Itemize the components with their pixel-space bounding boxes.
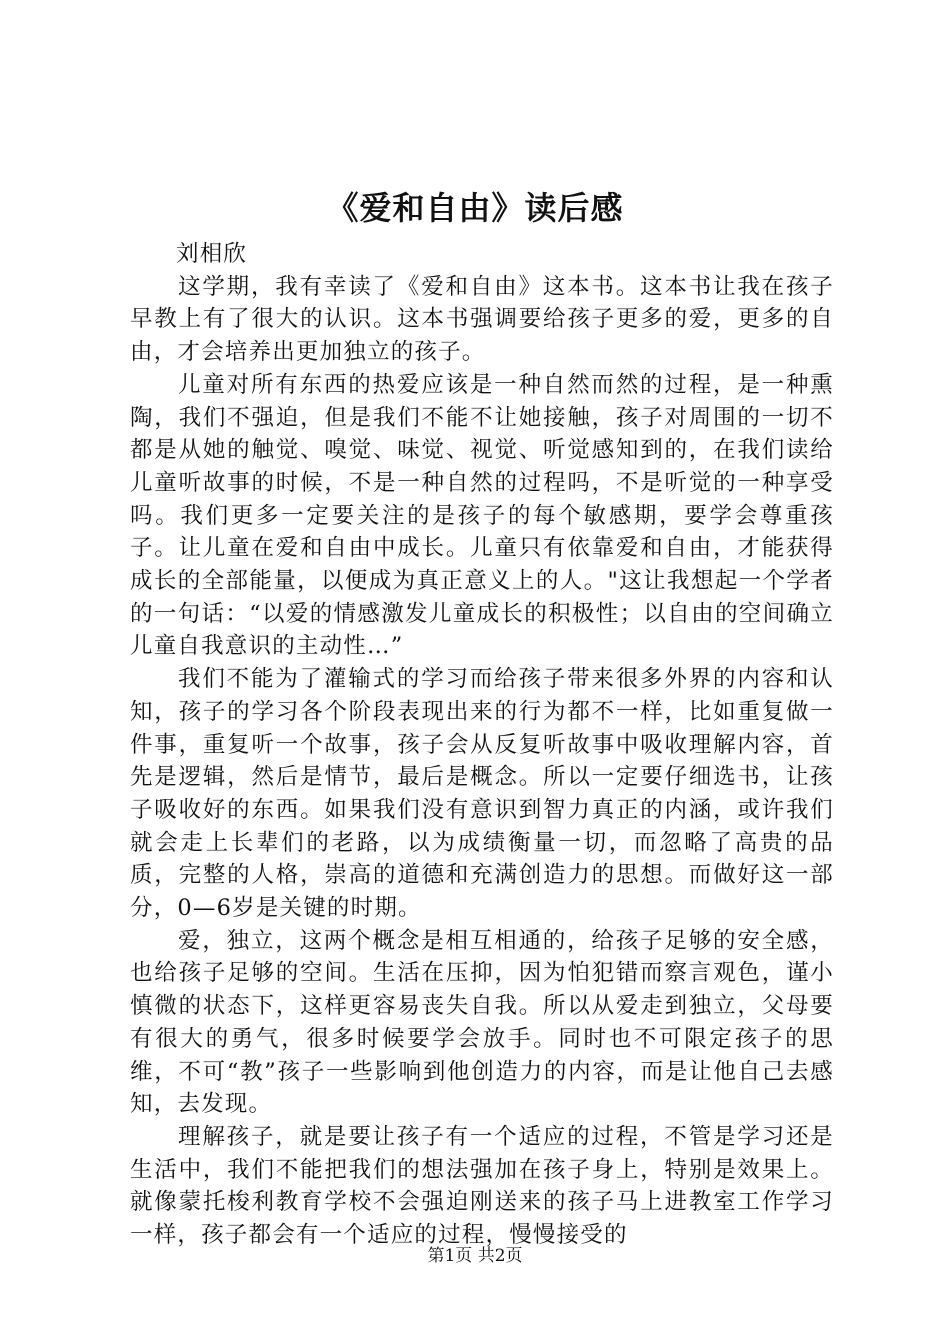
paragraph-4: 爱，独立，这两个概念是相互相通的，给孩子足够的安全感，也给孩子足够的空间。生活在压抑，因为怕犯错而察言观色，谨小慎微的状态下，这样更容易丧失自我。所以从爱走到独立，父母要有很大的勇气，很多时候要学会放手。同时也不可限定孩子的思维，不可“教”孩子一些影响到他创造力的内容，而是让他自己去感知，去发现。	[130, 927, 834, 1118]
document-body	[130, 238, 834, 1252]
page-footer: 第1页 共2页	[427, 1246, 523, 1266]
paragraph-3: 我们不能为了灌输式的学习而给孩子带来很多外界的内容和认知，孩子的学习各个阶段表现出来的行为都不一样，比如重复做一件事，重复听一个故事，孩子会从反复听故事中吸收理解内容，首先是逻辑，然后是情节，最后是概念。所以一定要仔细选书，让孩子吸收好的东西。如果我们没有意识到智力真正的内涵，或许我们就会走上长辈们的老路，以为成绩衡量一切，而忽略了高贵的品质，完整的人格，崇高的道德和充满创造力的思想。而做好这一部分，0—6岁是关键的时期。	[130, 666, 834, 922]
paragraph-2: 儿童对所有东西的热爱应该是一种自然而然的过程，是一种熏陶，我们不强迫，但是我们不能不让她接触，孩子对周围的一切不都是从她的触觉、嗅觉、味觉、视觉、听觉感知到的，在我们读给儿童听故事的时候，不是一种自然的过程吗，不是听觉的一种享受吗。我们更多一定要关注的是孩子的每个敏感期，要学会尊重孩子。让儿童在爱和自由中成长。儿童只有依靠爱和自由，才能获得成长的全部能量，以便成为真正意义上的人。"这让我想起一个学者的一句话：“以爱的情感激发儿童成长的积极性；以自由的空间确立儿童自我意识的主动性…”	[130, 371, 834, 660]
author-name: 刘相欣	[176, 241, 248, 267]
document-title: 《爱和自由》读后感	[326, 189, 624, 227]
paragraph-1: 这学期，我有幸读了《爱和自由》这本书。这本书让我在孩子早教上有了很大的认识。这本书强调要给孩子更多的爱，更多的自由，才会培养出更加独立的孩子。	[130, 273, 834, 366]
paragraph-5: 理解孩子，就是要让孩子有一个适应的过程，不管是学习还是生活中，我们不能把我们的想法强加在孩子身上，特别是效果上。就像蒙托梭利教育学校不会强迫刚送来的孩子马上进教室工作学习一样，孩子都会有一个适应的过程，慢慢接受的	[130, 1123, 834, 1249]
